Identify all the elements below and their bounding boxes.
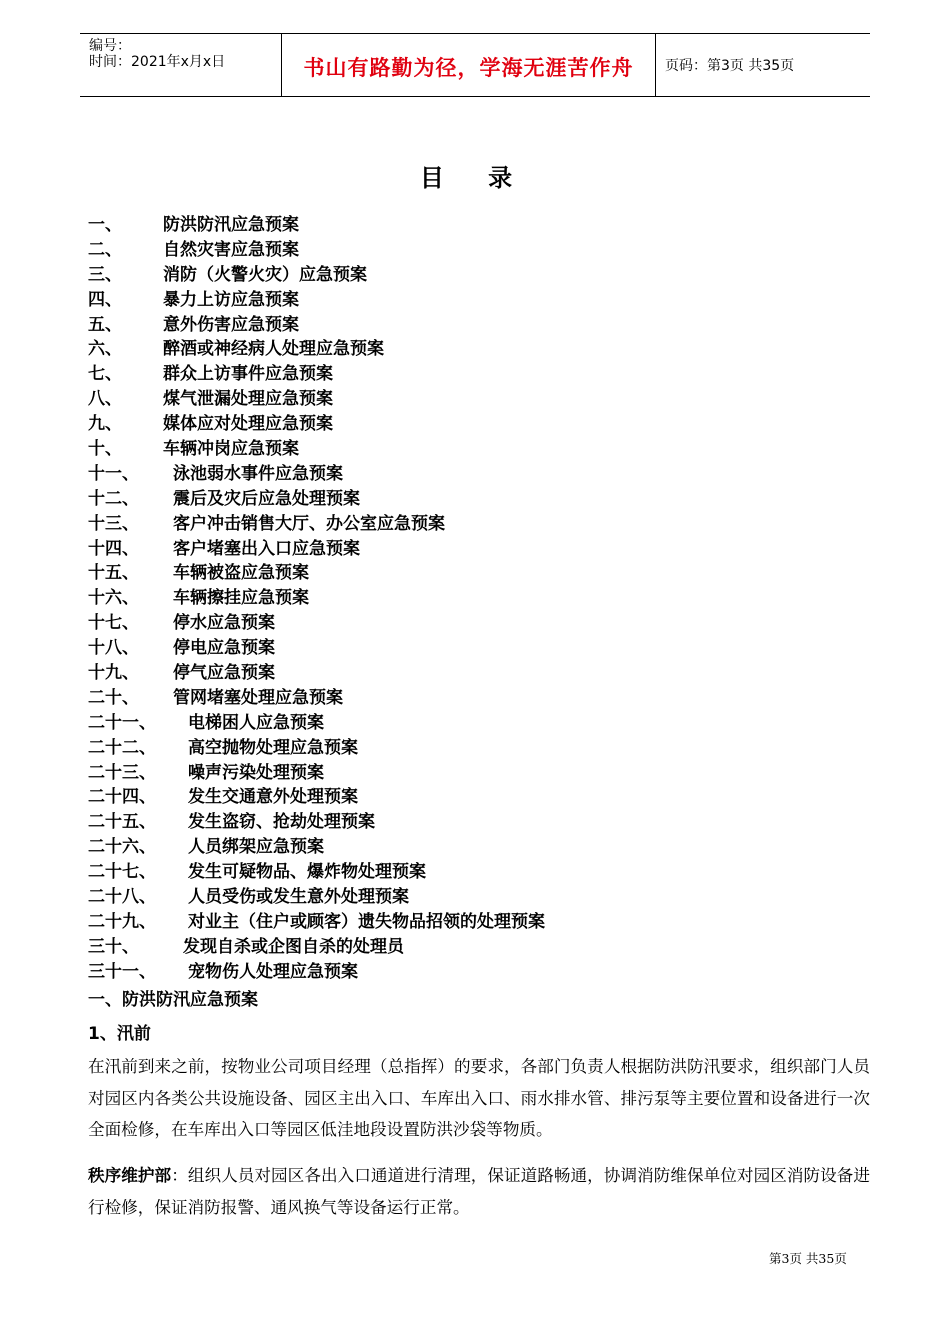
toc-item-number: 三十、	[88, 936, 139, 957]
toc-item-number: 十、	[88, 439, 122, 460]
toc-item-number: 二十二、	[88, 737, 156, 758]
toc-item-number: 十六、	[88, 588, 139, 609]
toc-item-number: 二十三、	[88, 762, 156, 783]
toc-item-text: 防洪防汛应急预案	[163, 215, 299, 235]
toc-item-number: 十五、	[88, 563, 139, 584]
paragraph-pre-flood: 在汛前到来之前，按物业公司项目经理（总指挥）的要求，各部门负责人根据防洪防汛要求，组织部门人员对园区内各类公共设施设备、园区主出入口、车库出入口、雨水排水管、排污泵等主要位置和设备进行一次全面检修，在车库出入口等园区低洼地段设置防洪沙袋等物质。	[88, 1057, 870, 1139]
toc-item-number: 二十一、	[88, 712, 156, 733]
toc-item-number: 八、	[88, 389, 122, 410]
toc-item-number: 二十六、	[88, 837, 156, 858]
page-info: 页码：第3页 共35页	[665, 58, 795, 74]
paragraph-lead: 秩序维护部	[88, 1166, 172, 1185]
toc-item-text: 车辆擦挂应急预案	[173, 588, 309, 609]
toc-item-text: 媒体应对处理应急预案	[163, 414, 333, 435]
toc-item-number: 二十五、	[88, 812, 156, 833]
toc-item-text: 群众上访事件应急预案	[163, 364, 333, 385]
toc-item-number: 三十一、	[88, 961, 156, 982]
toc-item-number: 十三、	[88, 513, 139, 534]
toc-item-text: 人员绑架应急预案	[188, 837, 324, 858]
time-label: 时间：2021年x月x日	[89, 54, 226, 70]
header-page-cell	[655, 34, 870, 96]
toc-item-text: 停电应急预案	[173, 638, 275, 659]
toc-item-number: 二、	[88, 239, 122, 260]
toc-item-number: 二十七、	[88, 862, 156, 883]
toc-item-text: 对业主（住户或顾客）遗失物品招领的处理预案	[188, 911, 545, 932]
header-table	[80, 33, 870, 97]
toc-item-number: 九、	[88, 414, 122, 435]
toc-item-text: 车辆冲岗应急预案	[163, 439, 299, 460]
toc-item-text: 宠物伤人处理应急预案	[188, 961, 358, 982]
toc-item-number: 二十九、	[88, 911, 156, 932]
section-heading: 一、防洪防汛应急预案	[88, 990, 258, 1010]
toc-item-text: 意外伤害应急预案	[163, 314, 299, 335]
toc-item-number: 十九、	[88, 663, 139, 684]
toc-item-text: 管网堵塞处理应急预案	[173, 687, 343, 708]
toc-item-number: 二十八、	[88, 887, 156, 908]
toc-item-text: 高空抛物处理应急预案	[188, 737, 358, 758]
toc-item-text: 发现自杀或企图自杀的处理员	[183, 936, 404, 957]
header-motto-cell	[281, 34, 656, 96]
toc-item-number: 十四、	[88, 538, 139, 559]
toc-item-text: 噪声污染处理预案	[188, 762, 324, 783]
toc-item-text: 煤气泄漏处理应急预案	[163, 389, 333, 410]
toc-item-text: 醉酒或神经病人处理应急预案	[163, 339, 384, 360]
toc-item-number: 十八、	[88, 638, 139, 659]
toc-item-text: 客户堵塞出入口应急预案	[173, 538, 360, 559]
toc-item-text: 发生交通意外处理预案	[188, 787, 358, 808]
toc-item-number: 十一、	[88, 463, 139, 484]
paragraph-order-dept	[88, 1160, 870, 1223]
toc-item-number: 四、	[88, 289, 122, 310]
toc-item-text: 自然灾害应急预案	[163, 239, 299, 260]
page-footer: 第3页 共35页	[769, 1251, 847, 1266]
toc-item-text: 电梯困人应急预案	[188, 712, 324, 733]
toc-item-text: 停水应急预案	[173, 613, 275, 634]
toc-item-text: 车辆被盗应急预案	[173, 563, 309, 584]
toc-item-text: 停气应急预案	[173, 663, 275, 684]
toc-item-number: 七、	[88, 364, 122, 385]
toc-item-number: 二十四、	[88, 787, 156, 808]
toc-item-text: 人员受伤或发生意外处理预案	[188, 887, 409, 908]
toc-item-number: 二十、	[88, 687, 139, 708]
toc-item-text: 暴力上访应急预案	[163, 289, 299, 310]
serial-label: 编号：	[89, 38, 131, 54]
toc-item-number: 三、	[88, 264, 122, 285]
toc-item-number: 十七、	[88, 613, 139, 634]
toc-item-number: 十二、	[88, 488, 139, 509]
toc-item-number: 一、	[88, 215, 122, 235]
toc-item-text: 震后及灾后应急处理预案	[173, 488, 360, 509]
subsection-heading: 1、汛前	[88, 1024, 151, 1044]
motto: 书山有路勤为径，学海无涯苦作舟	[303, 56, 634, 80]
page-title: 目 录	[419, 164, 531, 192]
toc-item-text: 发生盗窃、抢劫处理预案	[188, 812, 375, 833]
toc-item-number: 五、	[88, 314, 122, 335]
header-meta-cell	[80, 34, 281, 96]
paragraph-body: ：组织人员对园区各出入口通道进行清理，保证道路畅通，协调消防维保单位对园区消防设备进行检修，保证消防报警、通风换气等设备运行正常。	[88, 1166, 871, 1217]
toc-item-number: 六、	[88, 339, 122, 360]
toc-item-text: 泳池弱水事件应急预案	[173, 463, 343, 484]
toc-item-text: 消防（火警火灾）应急预案	[163, 264, 367, 285]
toc-item-text: 发生可疑物品、爆炸物处理预案	[188, 862, 426, 883]
toc-item-text: 客户冲击销售大厅、办公室应急预案	[173, 513, 445, 534]
